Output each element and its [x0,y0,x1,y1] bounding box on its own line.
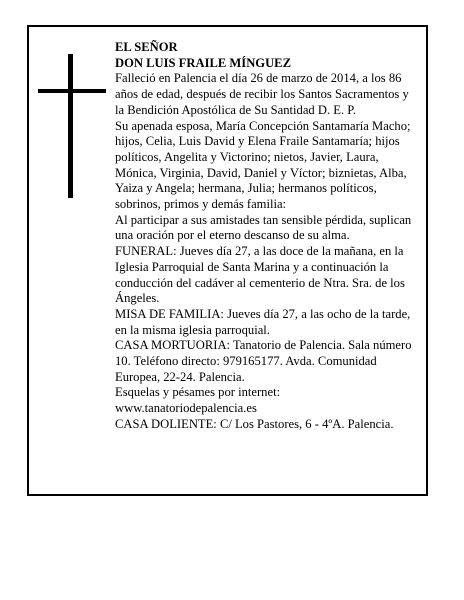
family-list: Su apenada esposa, María Concepción Santamaría Macho; hijos, Celia, Luis David y Elena Fraile Santamaría; hijos políticos, Angelita y Victorino; nietos, Javier, Laura, Mónica, Virginia, David, Daniel y Víctor; biznietas, Alba, Yaiza y Angela; hermana, Julia; hermanos políticos, sobrinos, primos y demás familia: [115,118,411,212]
cross-icon [38,54,106,198]
funeral-home-info: CASA MORTUORIA: Tanatorio de Palencia. Sala número 10. Teléfono directo: 979165177. Avda. Comunidad Europea, 22-24. Palencia. [115,338,412,384]
notice-text [115,40,419,433]
cross-vertical-bar [68,54,73,198]
cross-horizontal-bar [38,89,106,93]
death-announcement: Falleció en Palencia el día 26 de marzo de 2014, a los 86 años de edad, después de recibir los Santos Sacramentos y la Bendición Apostólica de Su Santidad D. E. P. [115,71,409,117]
online-condolences: Esquelas y pésames por internet: www.tanatoriodepalencia.es [115,385,281,416]
funeral-info: FUNERAL: Jueves día 27, a las doce de la mañana, en la Iglesia Parroquial de Santa Marina y a continuación la conducción del cadáver al cementerio de Ntra. Sra. de los Ángeles. [115,244,405,306]
prayer-request: Al participar a sus amistades tan sensible pérdida, suplican una oración por el eterno descanso de su alma. [115,212,412,243]
family-mass-info: MISA DE FAMILIA: Jueves día 27, a las ocho de la tarde, en la misma iglesia parroquial. [115,306,411,337]
title-line-2: DON LUIS FRAILE MÍNGUEZ [115,55,291,70]
title-line-1: EL SEÑOR [115,40,178,54]
family-home-address: CASA DOLIENTE: C/ Los Pastores, 6 - 4ºA. Palencia. [115,416,394,431]
